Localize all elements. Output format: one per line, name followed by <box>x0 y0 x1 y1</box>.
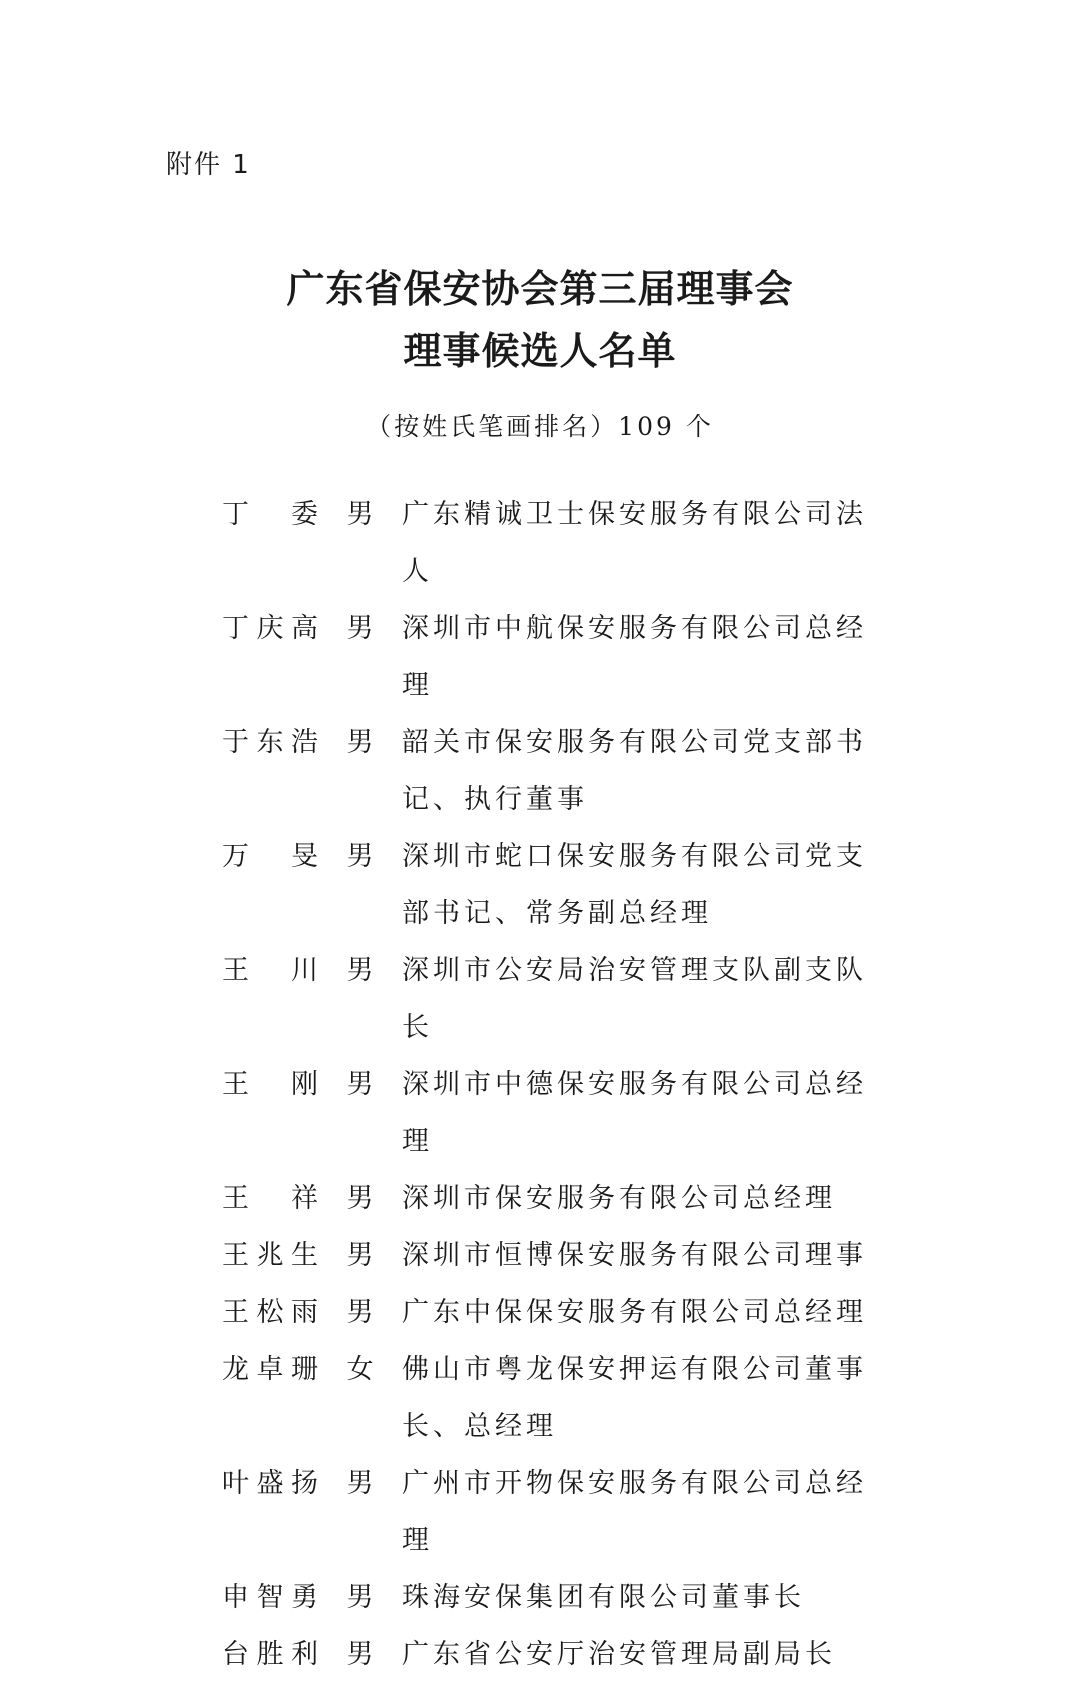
candidate-position: 深圳市中航保安服务有限公司总经理 <box>402 613 867 701</box>
candidate-gender: 男 <box>346 1069 378 1100</box>
candidate-gender: 男 <box>346 1582 378 1613</box>
attachment-label: 附件 1 <box>166 150 251 180</box>
candidate-list <box>222 486 922 1683</box>
candidate-gender: 男 <box>346 1468 378 1499</box>
candidate-position: 广东精诚卫士保安服务有限公司法人 <box>402 499 867 587</box>
document-title-line-1: 广东省保安协会第三届理事会 <box>286 267 794 311</box>
candidate-row <box>222 600 922 714</box>
candidate-gender: 男 <box>346 499 378 530</box>
candidate-gender: 女 <box>346 1354 378 1385</box>
candidate-row <box>222 1455 922 1569</box>
candidate-gender: 男 <box>346 1639 378 1670</box>
candidate-position: 深圳市中德保安服务有限公司总经理 <box>402 1069 867 1157</box>
candidate-name: 万 旻 <box>222 841 322 872</box>
candidate-row <box>222 1170 922 1227</box>
candidate-name: 于 东 浩 <box>222 727 322 758</box>
candidate-position: 佛山市粤龙保安押运有限公司董事长、总经理 <box>402 1354 867 1442</box>
candidate-name: 王 松 雨 <box>222 1297 322 1328</box>
candidate-name: 丁 委 <box>222 499 322 530</box>
candidate-position: 深圳市保安服务有限公司总经理 <box>402 1183 836 1214</box>
candidate-gender: 男 <box>346 1183 378 1214</box>
candidate-row <box>222 1284 922 1341</box>
candidate-name: 申 智 勇 <box>222 1582 322 1613</box>
document-title-line-2: 理事候选人名单 <box>403 329 677 373</box>
candidate-position: 深圳市恒博保安服务有限公司理事 <box>402 1240 867 1271</box>
candidate-name: 王 祥 <box>222 1183 322 1214</box>
candidate-row <box>222 486 922 600</box>
candidate-gender: 男 <box>346 727 378 758</box>
candidate-row <box>222 714 922 828</box>
candidate-name: 龙 卓 珊 <box>222 1354 322 1385</box>
candidate-row <box>222 828 922 942</box>
candidate-gender: 男 <box>346 1240 378 1271</box>
candidate-position: 韶关市保安服务有限公司党支部书记、执行董事 <box>402 727 867 815</box>
candidate-gender: 男 <box>346 1297 378 1328</box>
candidate-position: 广州市开物保安服务有限公司总经理 <box>402 1468 867 1556</box>
candidate-gender: 男 <box>346 613 378 644</box>
candidate-name: 王 川 <box>222 955 322 986</box>
candidate-name: 王 兆 生 <box>222 1240 322 1271</box>
candidate-gender: 男 <box>346 841 378 872</box>
candidate-name: 台 胜 利 <box>222 1639 322 1670</box>
candidate-gender: 男 <box>346 955 378 986</box>
candidate-row <box>222 1227 922 1284</box>
candidate-row <box>222 1569 922 1626</box>
candidate-name: 王 刚 <box>222 1069 322 1100</box>
candidate-position: 珠海安保集团有限公司董事长 <box>402 1582 805 1613</box>
candidate-row <box>222 942 922 1056</box>
candidate-name: 叶 盛 扬 <box>222 1468 322 1499</box>
candidate-name: 丁 庆 高 <box>222 613 322 644</box>
document-subtitle: （按姓氏笔画排名）109 个 <box>366 412 714 441</box>
candidate-position: 广东省公安厅治安管理局副局长 <box>402 1639 836 1670</box>
candidate-row <box>222 1056 922 1170</box>
candidate-row <box>222 1341 922 1455</box>
candidate-position: 深圳市公安局治安管理支队副支队长 <box>402 955 867 1043</box>
candidate-row <box>222 1626 922 1683</box>
candidate-position: 深圳市蛇口保安服务有限公司党支部书记、常务副总经理 <box>402 841 867 929</box>
candidate-position: 广东中保保安服务有限公司总经理 <box>402 1297 867 1328</box>
